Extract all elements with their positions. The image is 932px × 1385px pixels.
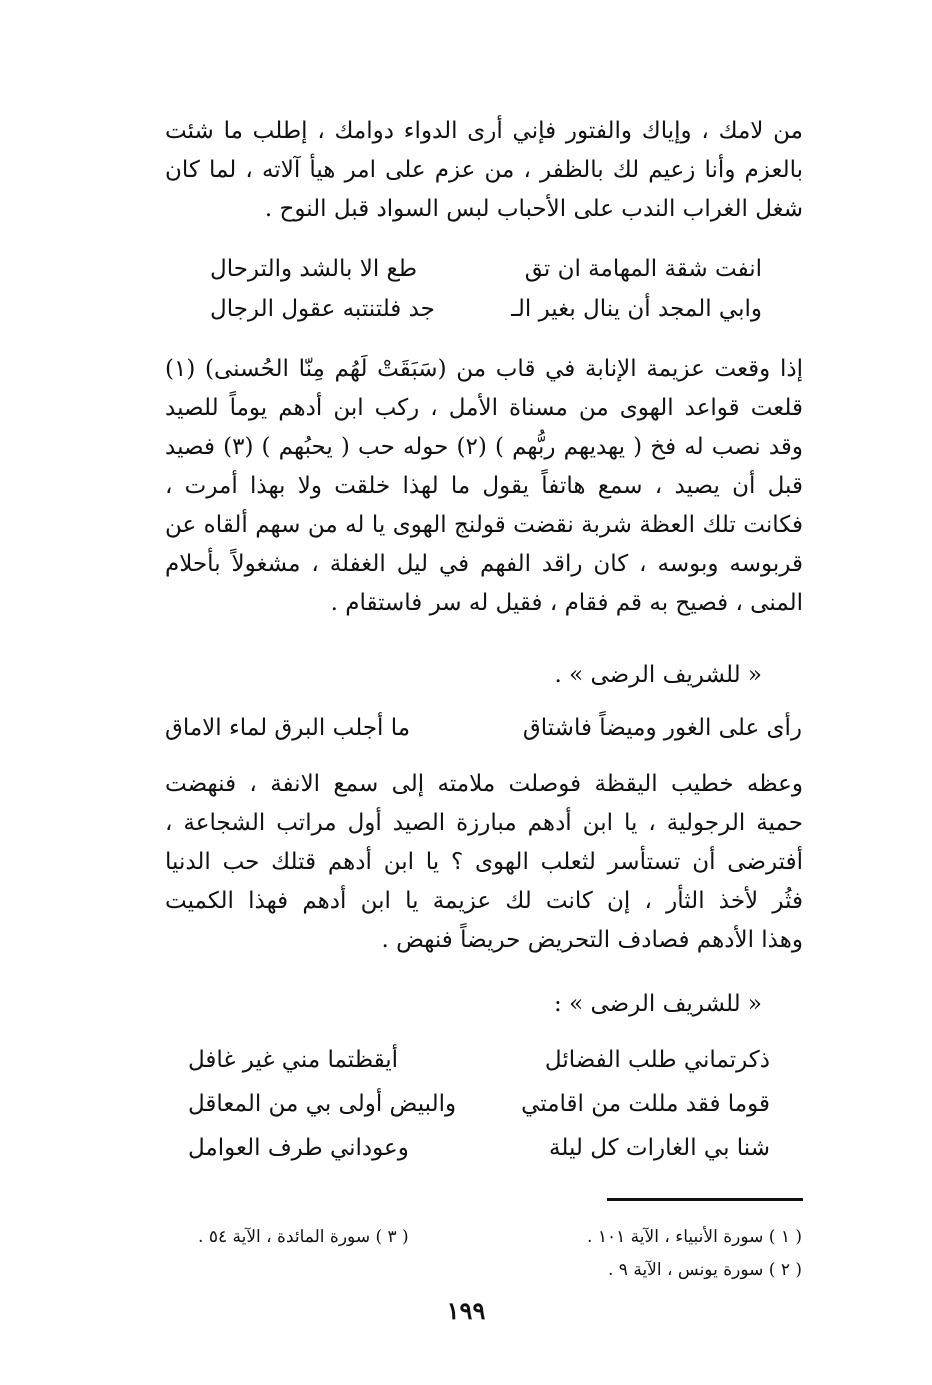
text-line: قلعت قواعد الهوى من مسناة الأمل ، ركب ابن أدهم يوماً للصيد [165, 395, 803, 421]
paragraph-2 [165, 350, 803, 623]
text-line: من لامك ، وإياك والفتور فإني أرى الدواء دوامك ، إطلب ما شئت [165, 118, 803, 144]
text-line: المنى ، فصيح به قم فقام ، فقيل له سر فاستقام . [330, 590, 803, 616]
text-line: وعظه خطيب اليقظة فوصلت ملامته إلى سمع الانفة ، فنهضت [165, 771, 803, 797]
verse-2-first-hemistich: وابي المجد أن ينال بغير الـ [511, 296, 762, 322]
verse-3-second-hemistich: وعوداني طرف العوامل [188, 1135, 409, 1161]
text-line: قربوسه وبوسه ، كان راقد الفهم في ليل الغفلة ، مشغولاً بأحلام [165, 551, 803, 577]
text-line: إذا وقعت عزيمة الإنابة في قاب من (سَبَقَتْ لَهُم مِنّا الحُسنى) (١) [165, 356, 803, 382]
verse-1-first-hemistich: ذكرتماني طلب الفضائل [544, 1047, 770, 1073]
footnote-3: ( ٣ ) سورة المائدة ، الآية ٥٤ . [198, 1227, 409, 1247]
verse-3-first-hemistich: شنا بي الغارات كل ليلة [549, 1135, 770, 1161]
text-line: وقد نصب له فخ ( يهديهم ربُّهم ) (٢) حوله حب ( يحبُهم ) (٣) فصيد [165, 434, 803, 460]
text-line: فثُر لأخذ الثأر ، إن كانت لك عزيمة يا ابن أدهم فهذا الكميت [165, 888, 803, 914]
footnote-1: ( ١ ) سورة الأنبياء ، الآية ١٠١ . [587, 1227, 802, 1247]
text-line: حمية الرجولية ، يا ابن أدهم مبارزة الصيد أول مراتب الشجاعة ، [165, 810, 803, 836]
text-line: فكانت تلك العظة شربة نقضت قولنج الهوى يا له من سهم ألقاه عن [165, 512, 803, 538]
text-line: بالعزم وأنا زعيم لك بالظفر ، من عزم على امر هيأ آلاته ، لما كان [165, 157, 803, 183]
page-number: ١٩٩ [446, 1296, 486, 1325]
section-heading: « للشريف الرضى » . [554, 662, 762, 688]
section-heading: « للشريف الرضى » : [554, 991, 762, 1017]
verse-1-first-hemistich: انفت شقة المهامة ان تق [524, 256, 762, 282]
paragraph-3 [165, 765, 803, 960]
text-line: قبل أن يصيد ، سمع هاتفاً يقول ما لهذا خلقت ولا بهذا أمرت ، [165, 473, 803, 499]
verse-2-second-hemistich: والبيض أولى بي من المعاقل [188, 1091, 457, 1117]
text-line: شغل الغراب الندب على الأحباب لبس السواد قبل النوح . [264, 196, 803, 222]
footnote-2: ( ٢ ) سورة يونس ، الآية ٩ . [607, 1260, 802, 1280]
verse-first-hemistich: رأى على الغور وميضاً فاشتاق [522, 715, 802, 741]
paragraph-1 [165, 112, 803, 229]
footnote-separator [607, 1198, 803, 1201]
verse-2-first-hemistich: قوما فقد مللت من اقامتي [521, 1091, 770, 1117]
verse-1-second-hemistich: أيقظتما مني غير غافل [188, 1047, 399, 1073]
text-line: وهذا الأدهم فصادف التحريض حريضاً فنهض . [381, 927, 803, 953]
text-line: أفترضى أن تستأسر لثعلب الهوى ؟ يا ابن أدهم قتلك حب الدنيا [165, 849, 803, 875]
verse-second-hemistich: ما أجلب البرق لماء الاماق [165, 715, 411, 741]
verse-2-second-hemistich: جد فلتنتبه عقول الرجال [210, 296, 435, 322]
verse-1-second-hemistich: طع الا بالشد والترحال [210, 256, 418, 282]
